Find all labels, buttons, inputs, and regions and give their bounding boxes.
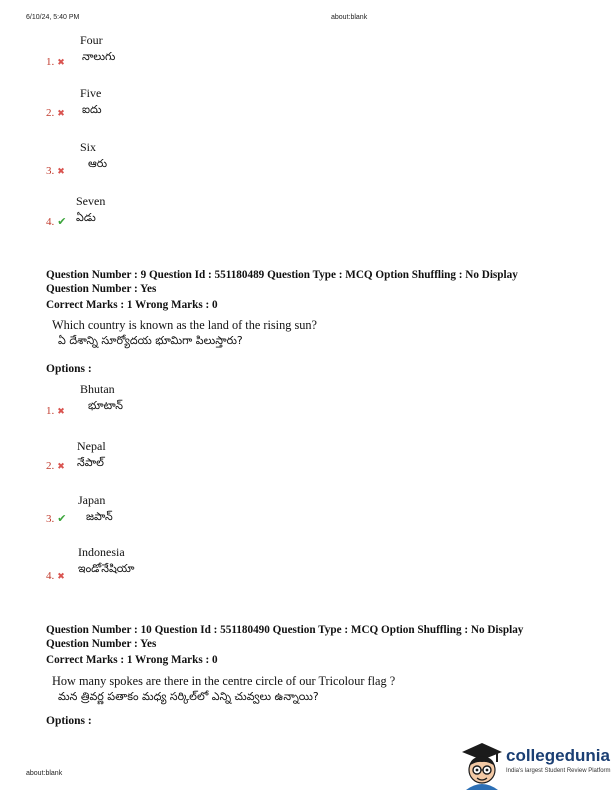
option-telugu: జపాన్: [86, 510, 113, 523]
option-english: Bhutan: [80, 382, 115, 396]
option-text: [80, 140, 107, 173]
cross-icon: ✖: [57, 407, 65, 417]
question-text-telugu: మన త్రివర్ణ పతాకం మధ్య సర్కిల్‌లో ఎన్ని చువ్వలు ఉన్నాయి?: [58, 690, 319, 703]
option-english: Seven: [76, 194, 106, 208]
option-english: Indonesia: [78, 545, 125, 559]
cross-icon: ✖: [57, 167, 65, 177]
option-telugu: నేపాల్: [77, 456, 104, 469]
cross-icon: ✖: [57, 58, 65, 68]
check-icon: ✔: [57, 215, 67, 228]
option-text: [76, 194, 105, 227]
collegedunia-watermark: [458, 740, 612, 792]
cross-icon: ✖: [57, 572, 65, 582]
option-telugu: నాలుగు: [82, 50, 116, 63]
cross-icon: ✖: [57, 109, 65, 119]
question-text-english: How many spokes are there in the centre circle of our Tricolour flag ?: [52, 674, 396, 688]
question-text-telugu: ఏ దేశాన్ని సూర్యోదయ భూమిగా పిలుస్తారు?: [58, 334, 243, 347]
option-number: 2. ✖: [46, 107, 65, 119]
option-text: [80, 86, 102, 119]
option-number: 4. ✔: [46, 215, 67, 228]
option-english: Five: [80, 86, 102, 100]
question-marks: Correct Marks : 1 Wrong Marks : 0: [46, 299, 218, 311]
option-text: [80, 382, 123, 415]
option-telugu: ఐదు: [82, 103, 102, 116]
option-telugu: ఇండోనేషియా: [78, 562, 135, 575]
brand-name: collegedunia: [506, 746, 610, 765]
option-english: Four: [80, 33, 103, 47]
option-text: [77, 439, 106, 472]
question-meta: Question Number : 9 Question Id : 551180489 Question Type : MCQ Option Shuffling : No Display Question Number : Yes Correct Marks : 1 Wrong Marks : 0: [46, 269, 518, 311]
print-footer-url: about:blank: [26, 770, 63, 777]
graduate-mascot-icon: [458, 740, 504, 790]
check-icon: ✔: [57, 512, 67, 525]
option-telugu: భూటాన్: [88, 399, 123, 412]
option-number: 1. ✖: [46, 405, 65, 417]
cross-icon: ✖: [57, 462, 65, 472]
option-number: 4. ✖: [46, 570, 65, 582]
question-marks: Correct Marks : 1 Wrong Marks : 0: [46, 654, 218, 666]
print-timestamp: 6/10/24, 5:40 PM: [26, 14, 80, 21]
option-text: [78, 545, 134, 578]
options-label: Options :: [46, 715, 92, 727]
option-number: 3. ✔: [46, 512, 67, 525]
option-number: 2. ✖: [46, 460, 65, 472]
option-number: 1. ✖: [46, 56, 65, 68]
option-telugu: ఏడు: [76, 211, 96, 224]
option-text: [80, 33, 115, 66]
option-telugu: ఆరు: [88, 157, 108, 170]
options-label: Options :: [46, 363, 92, 375]
brand-tagline: India's largest Student Review Platform: [506, 768, 611, 774]
option-english: Six: [80, 140, 97, 154]
print-header-url: about:blank: [331, 14, 368, 21]
question-meta: Question Number : 10 Question Id : 551180490 Question Type : MCQ Option Shuffling : No Display Question Number : Yes Correct Marks : 1 Wrong Marks : 0: [46, 624, 524, 666]
option-number: 3. ✖: [46, 165, 65, 177]
option-english: Japan: [78, 493, 106, 507]
option-text: [78, 493, 113, 526]
question-text-english: Which country is known as the land of the rising sun?: [52, 318, 318, 332]
option-english: Nepal: [77, 439, 106, 453]
